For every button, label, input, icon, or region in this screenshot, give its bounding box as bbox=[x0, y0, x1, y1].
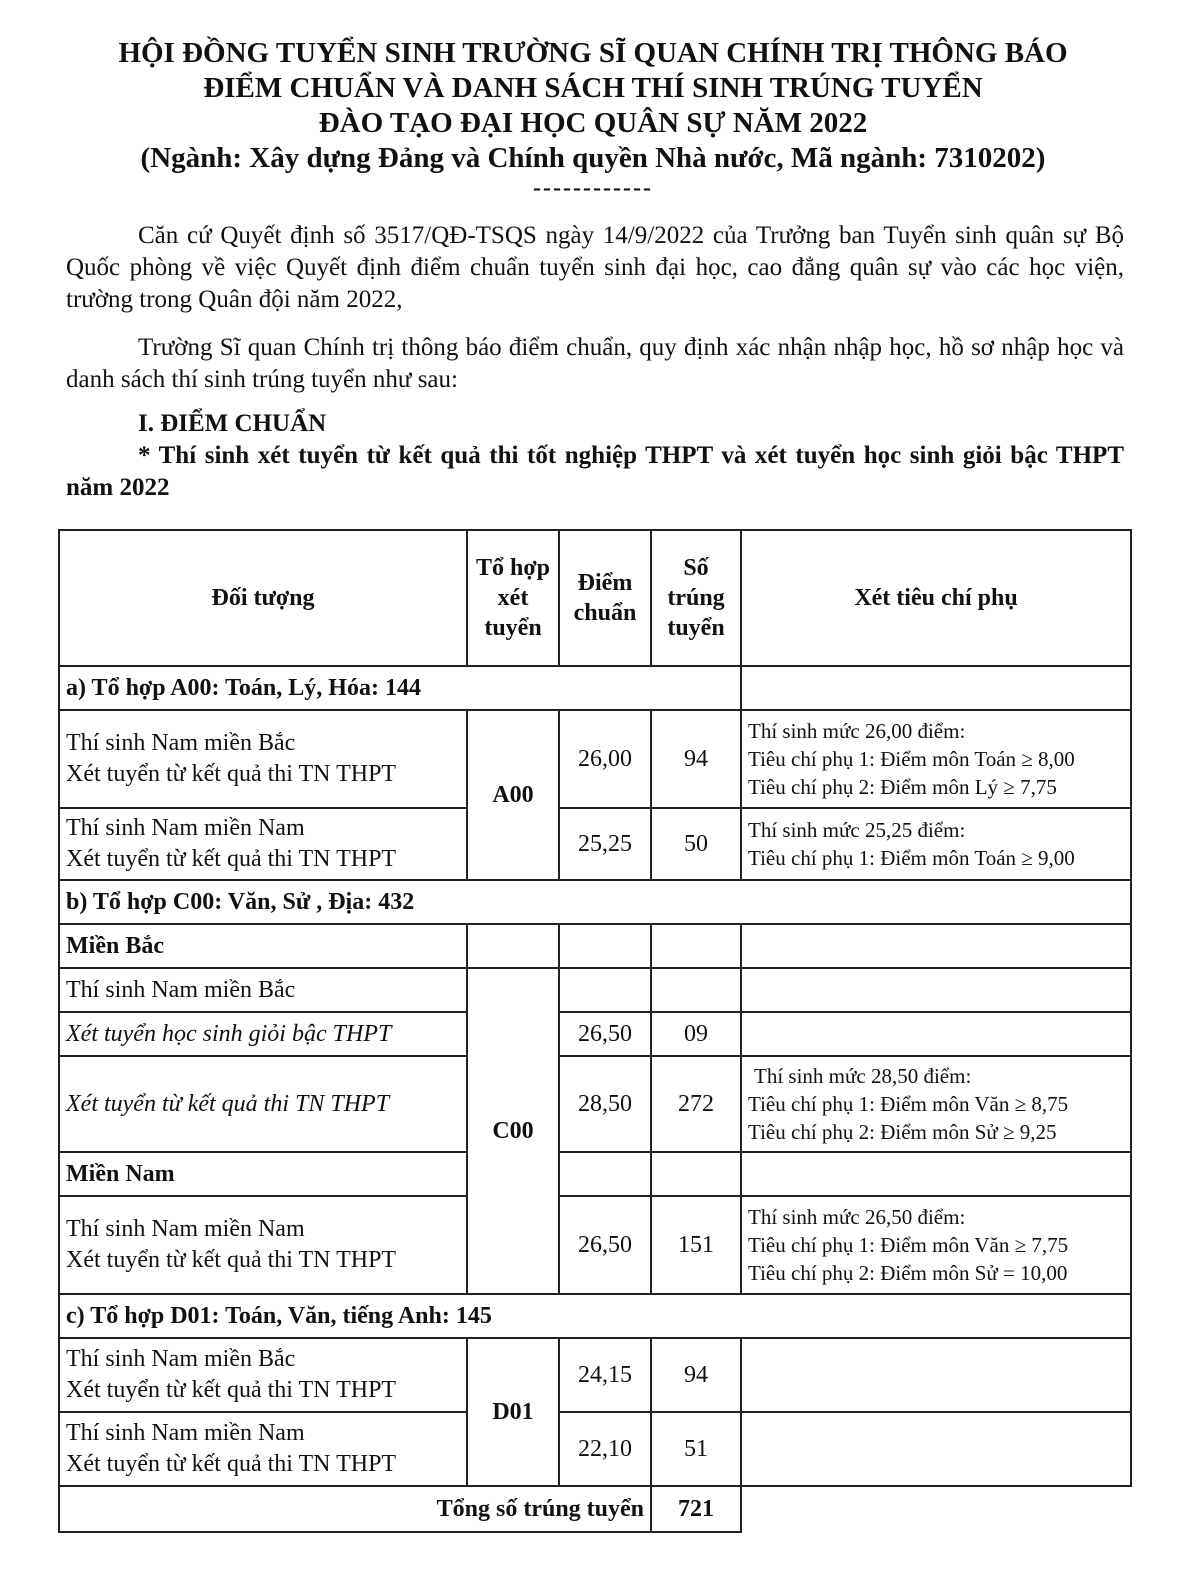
empty-cell bbox=[559, 924, 651, 968]
table-header-row bbox=[59, 530, 1131, 666]
header-line-1: HỘI ĐỒNG TUYỂN SINH TRƯỜNG SĨ QUAN CHÍNH TRỊ THÔNG BÁO bbox=[118, 37, 1068, 69]
table-row bbox=[59, 1012, 1131, 1056]
empty-cell bbox=[467, 924, 559, 968]
col-header-doi-tuong: Đối tượng bbox=[59, 530, 467, 666]
row-subject bbox=[59, 808, 467, 880]
table-row bbox=[59, 968, 1131, 1012]
empty-cell bbox=[741, 1338, 1131, 1412]
subject-line: Xét tuyển từ kết quả thi TN THPT bbox=[66, 1451, 397, 1477]
criteria-line: Tiêu chí phụ 2: Điểm môn Sử = 10,00 bbox=[748, 1261, 1068, 1285]
cutoff-score: 22,10 bbox=[559, 1412, 651, 1486]
region-mien-nam: Miền Nam bbox=[59, 1152, 467, 1196]
subject-line: Thí sinh Nam miền Nam bbox=[66, 1216, 305, 1242]
combo-code-c00: C00 bbox=[467, 968, 559, 1294]
subject-line: Thí sinh Nam miền Bắc bbox=[66, 730, 296, 756]
admitted-count: 94 bbox=[651, 710, 741, 808]
row-subject: Xét tuyển học sinh giỏi bậc THPT bbox=[59, 1012, 467, 1056]
empty-cell bbox=[559, 1152, 651, 1196]
paragraph-legal-basis: Căn cứ Quyết định số 3517/QĐ-TSQS ngày 14/9/2022 của Trưởng ban Tuyển sinh quân sự Bộ Quốc phòng về việc Quyết định điểm chuẩn tuyển sinh đại học, cao đẳng quân sự vào các học viện, trường trong Quân đội năm 2022, bbox=[66, 222, 1124, 313]
empty-cell bbox=[651, 924, 741, 968]
table-row bbox=[59, 1056, 1131, 1152]
criteria-line: Tiêu chí phụ 1: Điểm môn Văn ≥ 7,75 bbox=[748, 1233, 1069, 1257]
admitted-count: 151 bbox=[651, 1196, 741, 1294]
header-divider: ------------ bbox=[533, 175, 653, 201]
subject-line: Xét tuyển từ kết quả thi TN THPT bbox=[66, 761, 397, 787]
subject-line: Xét tuyển từ kết quả thi TN THPT bbox=[66, 1377, 397, 1403]
empty-cell bbox=[741, 1486, 1131, 1532]
admitted-count: 94 bbox=[651, 1338, 741, 1412]
cutoff-score: 26,50 bbox=[559, 1196, 651, 1294]
criteria-line: Thí sinh mức 26,00 điểm: bbox=[748, 719, 966, 743]
row-subject: Xét tuyển từ kết quả thi TN THPT bbox=[59, 1056, 467, 1152]
criteria-line: Thí sinh mức 25,25 điểm: bbox=[748, 818, 966, 842]
subject-line: Thí sinh Nam miền Nam bbox=[66, 1420, 305, 1446]
cutoff-score: 25,25 bbox=[559, 808, 651, 880]
subject-line: Thí sinh Nam miền Bắc bbox=[66, 1346, 296, 1372]
empty-cell bbox=[741, 1412, 1131, 1486]
subject-line: Xét tuyển từ kết quả thi TN THPT bbox=[66, 1247, 397, 1273]
paragraph-announcement: Trường Sĩ quan Chính trị thông báo điểm chuẩn, quy định xác nhận nhập học, hồ sơ nhập học và danh sách thí sinh trúng tuyển như sau: bbox=[66, 334, 1124, 393]
row-subject bbox=[59, 710, 467, 808]
empty-cell bbox=[741, 924, 1131, 968]
region-row bbox=[59, 924, 1131, 968]
subject-line: Thí sinh Nam miền Nam bbox=[66, 815, 305, 841]
header-line-4: (Ngành: Xây dựng Đảng và Chính quyền Nhà nước, Mã ngành: 7310202) bbox=[140, 142, 1046, 174]
row-subject bbox=[59, 1412, 467, 1486]
empty-cell bbox=[559, 968, 651, 1012]
total-value: 721 bbox=[651, 1486, 741, 1532]
col-header-to-hop: Tổ hợp xét tuyển bbox=[467, 530, 559, 666]
admitted-count: 272 bbox=[651, 1056, 741, 1152]
group-title-b: b) Tổ hợp C00: Văn, Sử , Địa: 432 bbox=[59, 880, 1131, 924]
header-line-2: ĐIỂM CHUẨN VÀ DANH SÁCH THÍ SINH TRÚNG TUYỂN bbox=[203, 72, 983, 104]
group-row-a bbox=[59, 666, 1131, 710]
table-row bbox=[59, 1338, 1131, 1412]
admitted-count: 50 bbox=[651, 808, 741, 880]
criteria-line: Tiêu chí phụ 1: Điểm môn Toán ≥ 9,00 bbox=[748, 846, 1075, 870]
criteria-line: Thí sinh mức 26,50 điểm: bbox=[748, 1205, 966, 1229]
empty-cell bbox=[741, 666, 1131, 710]
row-subject bbox=[59, 1338, 467, 1412]
cutoff-score: 26,50 bbox=[559, 1012, 651, 1056]
sub-criteria bbox=[741, 1056, 1131, 1152]
group-row-c bbox=[59, 1294, 1131, 1338]
criteria-line: Tiêu chí phụ 1: Điểm môn Văn ≥ 8,75 bbox=[748, 1092, 1069, 1116]
criteria-line: Tiêu chí phụ 1: Điểm môn Toán ≥ 8,00 bbox=[748, 747, 1075, 771]
empty-cell bbox=[651, 1152, 741, 1196]
cutoff-score: 28,50 bbox=[559, 1056, 651, 1152]
empty-cell bbox=[741, 1152, 1131, 1196]
total-label: Tổng số trúng tuyển bbox=[59, 1486, 651, 1532]
combo-code-d01: D01 bbox=[467, 1338, 559, 1486]
criteria-line: Tiêu chí phụ 2: Điểm môn Sử ≥ 9,25 bbox=[748, 1120, 1057, 1144]
admitted-count: 09 bbox=[651, 1012, 741, 1056]
criteria-line: Thí sinh mức 28,50 điểm: bbox=[754, 1064, 972, 1088]
group-title-a: a) Tổ hợp A00: Toán, Lý, Hóa: 144 bbox=[59, 666, 741, 710]
sub-criteria bbox=[741, 808, 1131, 880]
empty-cell bbox=[741, 968, 1131, 1012]
criteria-line: Tiêu chí phụ 2: Điểm môn Lý ≥ 7,75 bbox=[748, 775, 1057, 799]
section-heading: I. ĐIỂM CHUẨN bbox=[138, 410, 327, 437]
table-row bbox=[59, 1196, 1131, 1294]
group-title-c: c) Tổ hợp D01: Toán, Văn, tiếng Anh: 145 bbox=[59, 1294, 1131, 1338]
table-row bbox=[59, 1412, 1131, 1486]
col-header-tieu-chi: Xét tiêu chí phụ bbox=[741, 530, 1131, 666]
sub-criteria bbox=[741, 710, 1131, 808]
region-row bbox=[59, 1152, 1131, 1196]
header-line-3: ĐÀO TẠO ĐẠI HỌC QUÂN SỰ NĂM 2022 bbox=[318, 107, 868, 139]
cutoff-score: 26,00 bbox=[559, 710, 651, 808]
col-header-so-trung-tuyen: Số trúng tuyển bbox=[651, 530, 741, 666]
row-subject bbox=[59, 1196, 467, 1294]
admitted-count: 51 bbox=[651, 1412, 741, 1486]
total-row bbox=[59, 1486, 1131, 1532]
document-body bbox=[66, 220, 1124, 504]
section-subnote: * Thí sinh xét tuyển từ kết quả thi tốt nghiệp THPT và xét tuyển học sinh giỏi bậc THPT năm 2022 bbox=[66, 442, 1124, 501]
row-subject: Thí sinh Nam miền Bắc bbox=[59, 968, 467, 1012]
admission-table bbox=[58, 529, 1132, 1533]
empty-cell bbox=[741, 1012, 1131, 1056]
subject-line: Xét tuyển từ kết quả thi TN THPT bbox=[66, 846, 397, 872]
cutoff-score: 24,15 bbox=[559, 1338, 651, 1412]
empty-cell bbox=[651, 968, 741, 1012]
group-row-b bbox=[59, 880, 1131, 924]
col-header-diem-chuan: Điểm chuẩn bbox=[559, 530, 651, 666]
table-row bbox=[59, 710, 1131, 808]
region-mien-bac: Miền Bắc bbox=[59, 924, 467, 968]
document-header bbox=[0, 36, 1186, 201]
sub-criteria bbox=[741, 1196, 1131, 1294]
table-row bbox=[59, 808, 1131, 880]
combo-code-a00: A00 bbox=[467, 710, 559, 880]
